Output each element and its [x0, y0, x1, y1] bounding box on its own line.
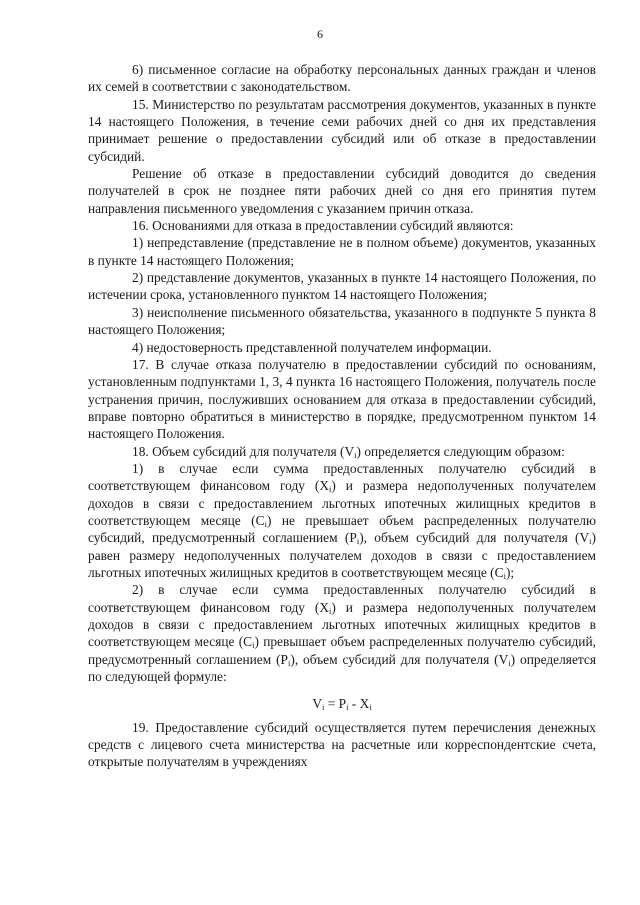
paragraph-16: 16. Основаниями для отказа в предоставлении субсидий являются:	[132, 218, 514, 234]
paragraph-19: 19. Предоставление субсидий осуществляется путем перечисления денежных средств с лицевого счета министерства на расчетные или корреспондентские счета, открытые получателям в учреждениях	[88, 719, 596, 770]
paragraph-16-item-1: 1) непредставление (представление не в полном объеме) документов, указанных в пункте 14 настоящего Положения;	[88, 235, 596, 268]
formula: $V_i = P_i - X_i$	[312, 696, 372, 713]
document-body	[88, 61, 596, 771]
paragraph-18-item-2: 2) в случае если сумма предоставленных получателю субсидий в соответствующем финансовом году $(X_i)$ и размера недополученных получателем доходов в связи с предоставлением льготных ипотечных жилищных кредитов в соответствующем месяце $(C_i)$ превышает объем распределенных получателю субсидий, предусмотренный соглашением $(P_i)$, объем субсидий для получателя $(V_i)$ определяется по следующей формуле:	[88, 582, 597, 685]
paragraph-17: 17. В случае отказа получателю в предоставлении субсидий по основаниям, установленным подпунктами 1, 3, 4 пункта 16 настоящего Положения, получатель после устранения причин, послуживших основанием для отказа в предоставлении субсидий, вправе повторно обратиться в министерство в порядке, предусмотренном пунктом 14 настоящего Положения.	[88, 356, 596, 442]
paragraph-18: 18. Объем субсидий для получателя $(V_i)$ определяется следующим образом:	[132, 443, 565, 460]
paragraph-refusal-notice: Решение об отказе в предоставлении субсидий доводится до сведения получателей в срок не позднее пяти рабочих дней со дня его принятия путем направления письменного уведомления с указанием причин отказа.	[88, 166, 596, 216]
paragraph-18-item-1: 1) в случае если сумма предоставленных получателю субсидий в соответствующем финансовом году $(X_i)$ и размера недополученных получателем доходов в связи с предоставлением льготных ипотечных жилищных кредитов в соответствующем месяце $(C_i)$ не превышает объем распределенных получателю субсидий, предусмотренный соглашением $(P_i)$, объем субсидий для получателя $(V_i)$ равен размеру недополученных получателем доходов в связи с предоставлением льготных ипотечных жилищных кредитов в соответствующем месяце $(C_i)$;	[88, 460, 597, 581]
paragraph-16-item-2: 2) представление документов, указанных в пункте 14 настоящего Положения, по истечении срока, установленного пунктом 14 настоящего Положения;	[88, 270, 596, 303]
paragraph-item-6: 6) письменное согласие на обработку персональных данных граждан и членов их семей в соответствии с законодательством.	[88, 62, 596, 95]
page-number: 6	[317, 27, 323, 41]
paragraph-15: 15. Министерство по результатам рассмотрения документов, указанных в пункте 14 настоящего Положения, в течение семи рабочих дней со дня их представления принимает решение о предоставлении субсидий или об отказе в предоставлении субсидий.	[88, 96, 596, 164]
paragraph-16-item-4: 4) недостоверность представленной получателем информации.	[132, 339, 492, 355]
paragraph-16-item-3: 3) неисполнение письменного обязательства, указанного в подпункте 5 пункта 8 настоящего Положения;	[88, 304, 596, 338]
